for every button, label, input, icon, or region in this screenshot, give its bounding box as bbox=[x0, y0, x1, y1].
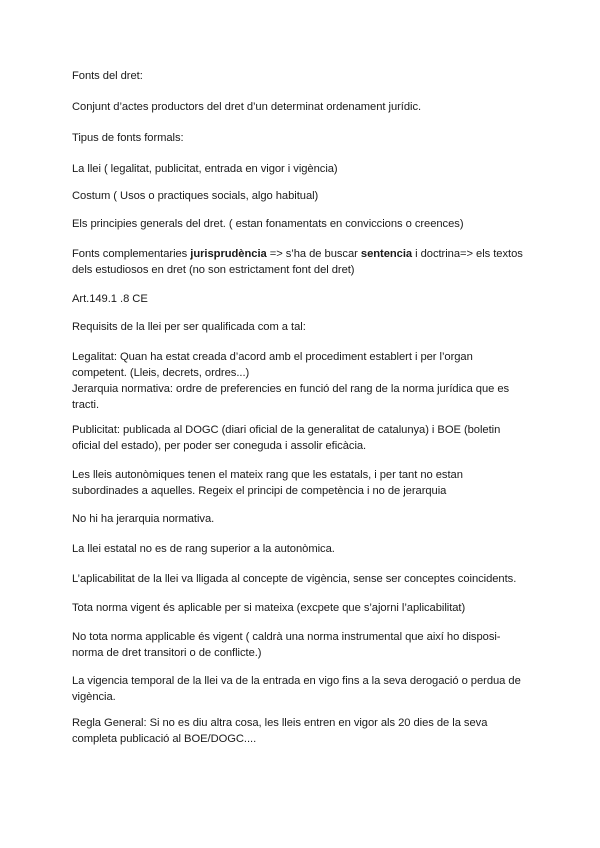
text-run: Fonts complementaries bbox=[72, 248, 191, 260]
text-line: No hi ha jerarquia normativa. bbox=[72, 513, 215, 525]
text-line: Jerarquia normativa: ordre de preferencies en funció del rang de la norma jurídica que es bbox=[72, 383, 510, 395]
bold-term-sentencia: sentencia bbox=[360, 248, 413, 260]
text-line: oficial del estado), per poder ser coneguda i assolir eficàcia. bbox=[72, 440, 367, 452]
bold-term-jurisprudencia: jurisprudència bbox=[190, 248, 267, 260]
text-line: Regla General: Si no es diu altra cosa, les lleis entren en vigor als 20 dies de la seva bbox=[72, 717, 488, 729]
text-line: Conjunt d’actes productors del dret d’un determinat ordenament jurídic. bbox=[72, 101, 422, 113]
text-line: norma de dret transitori o de conflicte.) bbox=[72, 647, 262, 659]
text-line: Requisits de la llei per ser qualificada com a tal: bbox=[72, 321, 306, 333]
text-line: competent. (Lleis, decrets, ordres...) bbox=[72, 367, 250, 379]
paragraph-costum bbox=[72, 188, 532, 204]
paragraph-norma-vigent bbox=[72, 600, 532, 616]
paragraph-publicitat bbox=[72, 422, 532, 454]
paragraph-tipus-fonts bbox=[72, 130, 532, 146]
text-line: Els principies generals del dret. ( estan fonamentats en conviccions o creences) bbox=[72, 218, 464, 230]
heading-fonts-del-dret bbox=[72, 68, 532, 84]
text-line bbox=[72, 246, 532, 262]
paragraph-norma-aplicable bbox=[72, 629, 532, 661]
text-line: Art.149.1 .8 CE bbox=[72, 293, 148, 305]
paragraph-no-jerarquia bbox=[72, 511, 532, 527]
paragraph-lleis-autonomiques bbox=[72, 467, 532, 499]
paragraph-regla-general bbox=[72, 715, 532, 747]
text-line: L’aplicabilitat de la llei va lligada al concepte de vigència, sense ser conceptes coincidents. bbox=[72, 573, 517, 585]
text-line: completa publicació al BOE/DOGC.... bbox=[72, 733, 257, 745]
text-line: No tota norma applicable és vigent ( caldrà una norma instrumental que així ho disposi- bbox=[72, 631, 501, 643]
text-line: Fonts del dret: bbox=[72, 70, 143, 82]
paragraph-vigencia-temporal bbox=[72, 673, 532, 705]
paragraph-principis bbox=[72, 216, 532, 232]
paragraph-fonts-complementaries bbox=[72, 246, 532, 278]
paragraph-definition bbox=[72, 99, 532, 115]
text-line: Costum ( Usos o practiques socials, algo habitual) bbox=[72, 190, 319, 202]
text-run: i doctrina=> els textos bbox=[412, 248, 523, 260]
text-line: vigència. bbox=[72, 691, 116, 703]
text-line: La vigencia temporal de la llei va de la entrada en vigo fins a la seva derogació o perdua de bbox=[72, 675, 521, 687]
text-run: => s’ha de buscar bbox=[266, 248, 361, 260]
text-line: La llei ( legalitat, publicitat, entrada en vigor i vigència) bbox=[72, 163, 338, 175]
text-line: Tipus de fonts formals: bbox=[72, 132, 184, 144]
text-line: Publicitat: publicada al DOGC (diari oficial de la generalitat de catalunya) i BOE (boletin bbox=[72, 424, 501, 436]
text-line: dels estudiosos en dret (no son estrictament font del dret) bbox=[72, 264, 355, 276]
paragraph-article-reference bbox=[72, 291, 532, 307]
paragraph-legalitat-jerarquia bbox=[72, 349, 532, 413]
text-line: Les lleis autonòmiques tenen el mateix rang que les estatals, i per tant no estan bbox=[72, 469, 463, 481]
paragraph-aplicabilitat bbox=[72, 571, 532, 587]
text-line: La llei estatal no es de rang superior a la autonòmica. bbox=[72, 543, 335, 555]
paragraph-llei-estatal bbox=[72, 541, 532, 557]
text-line: subordinades a aquelles. Regeix el principi de competència i no de jerarquia bbox=[72, 485, 447, 497]
text-line: tracti. bbox=[72, 399, 100, 411]
text-line: Legalitat: Quan ha estat creada d’acord amb el procediment establert i per l’organ bbox=[72, 351, 473, 363]
paragraph-llei bbox=[72, 161, 532, 177]
paragraph-requisits bbox=[72, 319, 532, 335]
text-line: Tota norma vigent és aplicable per si mateixa (excpete que s’ajorni l’aplicabilitat) bbox=[72, 602, 466, 614]
